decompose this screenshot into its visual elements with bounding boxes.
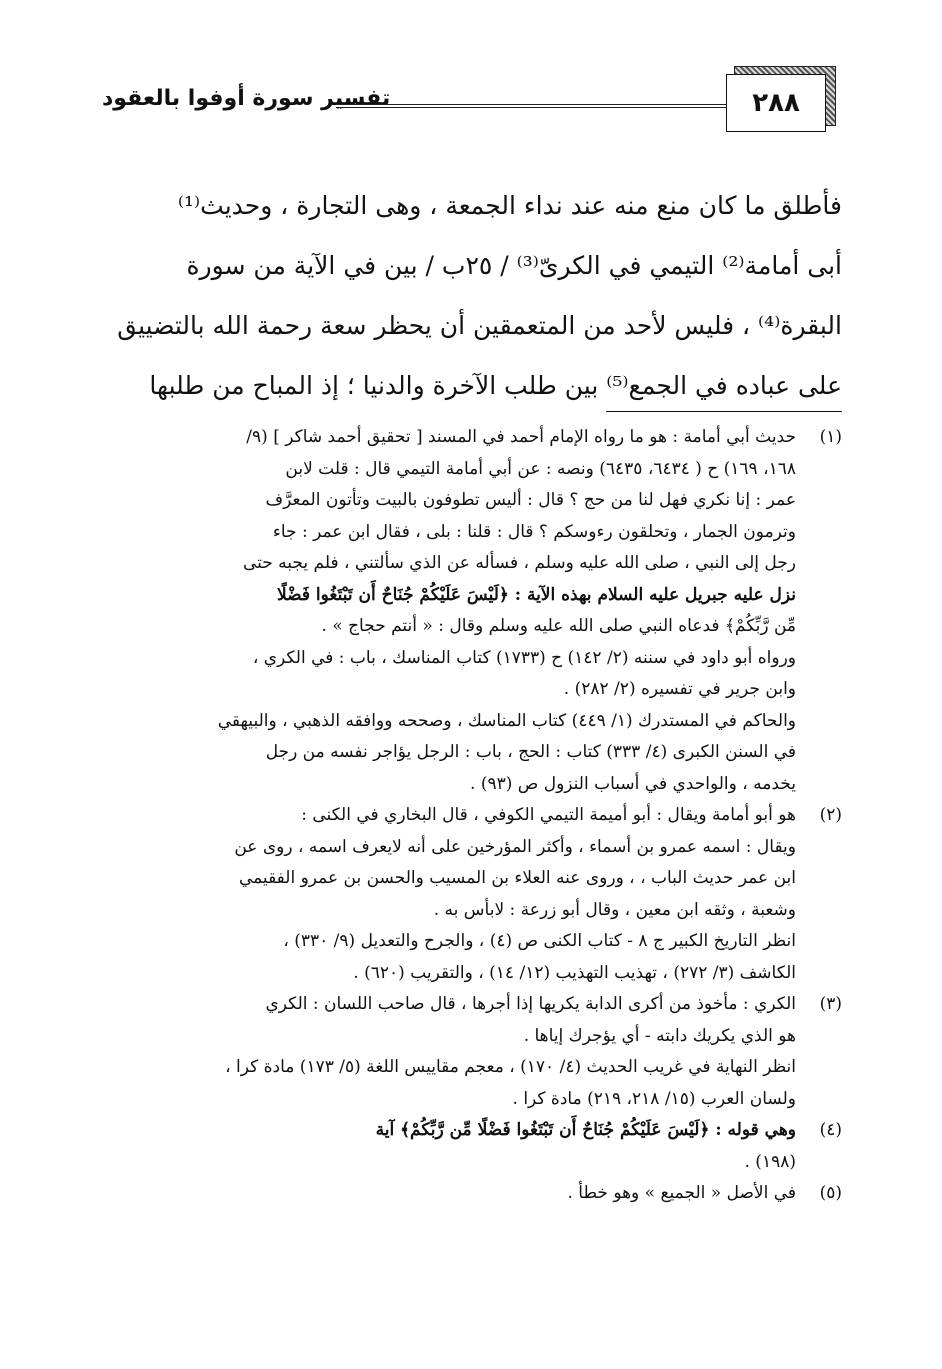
footnote-number: (٥) (819, 1183, 842, 1203)
footnote-line: ويقال : اسمه عمرو بن أسماء ، وأكثر المؤرخين على أنه لايعرف اسمه ، روى عن (234, 836, 796, 857)
running-title: تفسير سورة أوفوا بالعقود (102, 86, 391, 111)
footnote-line: في الأصل « الجميع » وهو خطأ . (567, 1183, 796, 1203)
footnote-line: انظر التاريخ الكبير ج ٨ - كتاب الكنى ص (٤) ، والجرح والتعديل (٩/ ٣٣٠) ، (283, 931, 796, 951)
footnote-line: الكاشف (٣/ ٢٧٢) ، تهذيب التهذيب (١٢/ ١٤) ، والتقريب (٦٢٠) . (353, 962, 796, 983)
footnotes (96, 422, 842, 1210)
body-line: على عباده في الجمع⁽⁵⁾ بين طلب الآخرة والدنيا ؛ إذ المباح من طلبها (149, 371, 842, 400)
footnote-1 (96, 422, 842, 643)
footnote-number: (١) (819, 427, 842, 447)
footnote-line: وترمون الجمار ، وتحلقون رءوسكم ؟ قال : قلنا : بلى ، فقال ابن عمر : جاء (272, 521, 796, 542)
footnote-5 (96, 1178, 842, 1210)
footnote-line: في السنن الكبرى (٤/ ٣٣٣) كتاب : الحج ، باب : الرجل يؤاجر نفسه من رجل (265, 742, 796, 762)
main-body-text (100, 176, 842, 416)
footnote-line: مِّن رَّبِّكُمْ﴾ فدعاه النبي صلى الله عليه وسلم وقال : « أنتم حجاج » . (321, 616, 796, 636)
footnote-line: وشعبة ، وثقه ابن معين ، وقال أبو زرعة : لابأس به . (433, 899, 796, 920)
footnote-number: (٣) (819, 994, 842, 1014)
footnote-line: ابن عمر حديث الباب ، ، وروى عنه العلاء بن المسيب والحسن بن عمرو الفقيمي (238, 868, 796, 888)
footnote-2 (96, 800, 842, 989)
footnote-line: ولسان العرب (١٥/ ٢١٨، ٢١٩) مادة كرا . (512, 1088, 796, 1109)
header-rule (336, 104, 728, 108)
footnote-3 (96, 989, 842, 1115)
footnote-line: نزل عليه جبريل عليه السلام بهذه الآية : ﴿لَيْسَ عَلَيْكُمْ جُنَاحٌ أَن تَبْتَغُوا فَضْلًا (277, 584, 796, 605)
footnote-line: هو الذي يكريك دابته - أي يؤجرك إياها . (523, 1025, 796, 1046)
footnote-line: الكري : مأخوذ من أكرى الدابة يكريها إذا أجرها ، قال صاحب اللسان : الكري (265, 994, 796, 1014)
footnote-line: ورواه أبو داود في سننه (٢/ ١٤٢) ح (١٧٣٣) كتاب المناسك ، باب : في الكري ، (252, 647, 796, 668)
body-line: البقرة⁽⁴⁾ ، فليس لأحد من المتعمقين أن يحظر سعة رحمة الله بالتضييق (117, 311, 842, 340)
footnote-line: حديث أبي أمامة : هو ما رواه الإمام أحمد في المسند [ تحقيق أحمد شاكر ] (٩/ (246, 427, 796, 447)
footnote-number: (٤) (819, 1120, 842, 1140)
body-line: أبى أمامة⁽²⁾ التيمي في الكرىّ⁽³⁾ / ٢٥ب / بين في الآية من سورة (186, 251, 842, 280)
footnote-line: ١٦٨، ١٦٩) ح ( ٦٤٣٤، ٦٤٣٥) ونصه : عن أبي أمامة التيمي قال : قلت لابن (285, 458, 796, 479)
page-number-box (726, 66, 834, 132)
footnote-line: وابن جرير في تفسيره (٢/ ٢٨٢) . (563, 679, 796, 699)
footnote-line: (١٩٨) . (744, 1151, 796, 1172)
footnote-line: رجل إلى النبي ، صلى الله عليه وسلم ، فسأله عن الذي سألتني ، فلم يجبه حتى (242, 553, 796, 573)
footnote-line: عمر : إنا نكري فهل لنا من حج ؟ قال : أليس تطوفون بالبيت وتأتون المعرَّف (265, 490, 796, 510)
footnote-line: هو أبو أمامة ويقال : أبو أميمة التيمي الكوفي ، قال البخاري في الكنى : (301, 805, 796, 825)
footnote-separator (606, 411, 842, 412)
footnote-line: والحاكم في المستدرك (١/ ٤٤٩) كتاب المناسك ، وصححه ووافقه الذهبي ، والبيهقي (217, 710, 796, 731)
footnote-1-continued (96, 643, 842, 801)
footnote-number: (٢) (819, 805, 842, 825)
footnote-line: انظر النهاية في غريب الحديث (٤/ ١٧٠) ، معجم مقاييس اللغة (٥/ ١٧٣) مادة كرا ، (225, 1057, 796, 1077)
footnote-4 (96, 1115, 842, 1178)
page-number: ٢٨٨ (726, 74, 826, 132)
footnote-line: وهي قوله : ﴿لَيْسَ عَلَيْكُمْ جُنَاحٌ أَن تَبْتَغُوا فَضْلًا مِّن رَّبِّكُمْ﴾ آية (375, 1120, 796, 1140)
footnote-line: يخدمه ، والواحدي في أسباب النزول ص (٩٣) . (470, 773, 796, 794)
body-line: فأطلق ما كان منع منه عند نداء الجمعة ، وهى التجارة ، وحديث⁽¹⁾ (177, 191, 842, 220)
